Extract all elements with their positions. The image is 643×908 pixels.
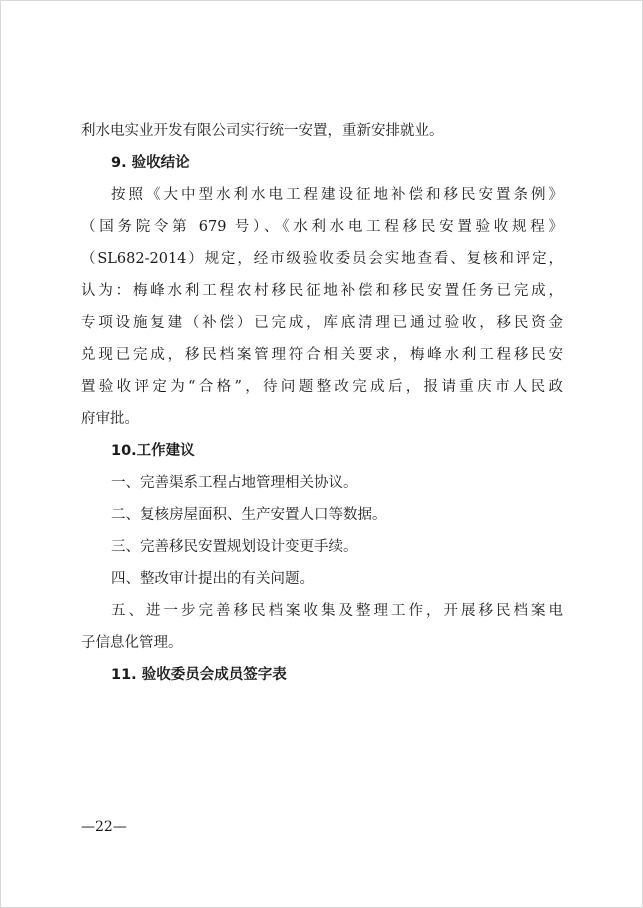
- paragraph-line: （SL682-2014）规定，经市级验收委员会实地查看、复核和评定，: [81, 251, 563, 267]
- suggestion-item-continuation: 子信息化管理。: [81, 635, 183, 651]
- section-heading-signature-table: 11. 验收委员会成员签字表: [111, 667, 287, 683]
- suggestion-item: 三、完善移民安置规划设计变更手续。: [111, 539, 358, 555]
- section-heading-acceptance-conclusion: 9. 验收结论: [111, 155, 190, 171]
- suggestion-item: 五、进一步完善移民档案收集及整理工作，开展移民档案电: [111, 603, 563, 619]
- paragraph-line: （国务院令第 679 号）、《水利水电工程移民安置验收规程》: [81, 219, 563, 235]
- paragraph-line: 专项设施复建（补偿）已完成，库底清理已通过验收，移民资金: [81, 315, 563, 331]
- suggestion-item: 四、整改审计提出的有关问题。: [111, 571, 314, 587]
- paragraph-line: 按照《大中型水利水电工程建设征地补偿和移民安置条例》: [111, 187, 563, 203]
- section-heading-work-suggestions: 10.工作建议: [111, 443, 195, 459]
- paragraph-line: 利水电实业开发有限公司实行统一安置，重新安排就业。: [81, 123, 444, 139]
- paragraph-line: 认为：梅峰水利工程农村移民征地补偿和移民安置任务已完成，: [81, 283, 563, 299]
- paragraph-line: 置验收评定为“合格”，待问题整改完成后，报请重庆市人民政: [81, 379, 563, 395]
- document-body: [81, 115, 563, 691]
- page-number: —22—: [81, 819, 127, 835]
- suggestion-item: 一、完善渠系工程占地管理相关协议。: [111, 475, 358, 491]
- paragraph-line: 府审批。: [81, 411, 139, 427]
- suggestion-item: 二、复核房屋面积、生产安置人口等数据。: [111, 507, 387, 523]
- paragraph-line: 兑现已完成，移民档案管理符合相关要求，梅峰水利工程移民安: [81, 347, 563, 363]
